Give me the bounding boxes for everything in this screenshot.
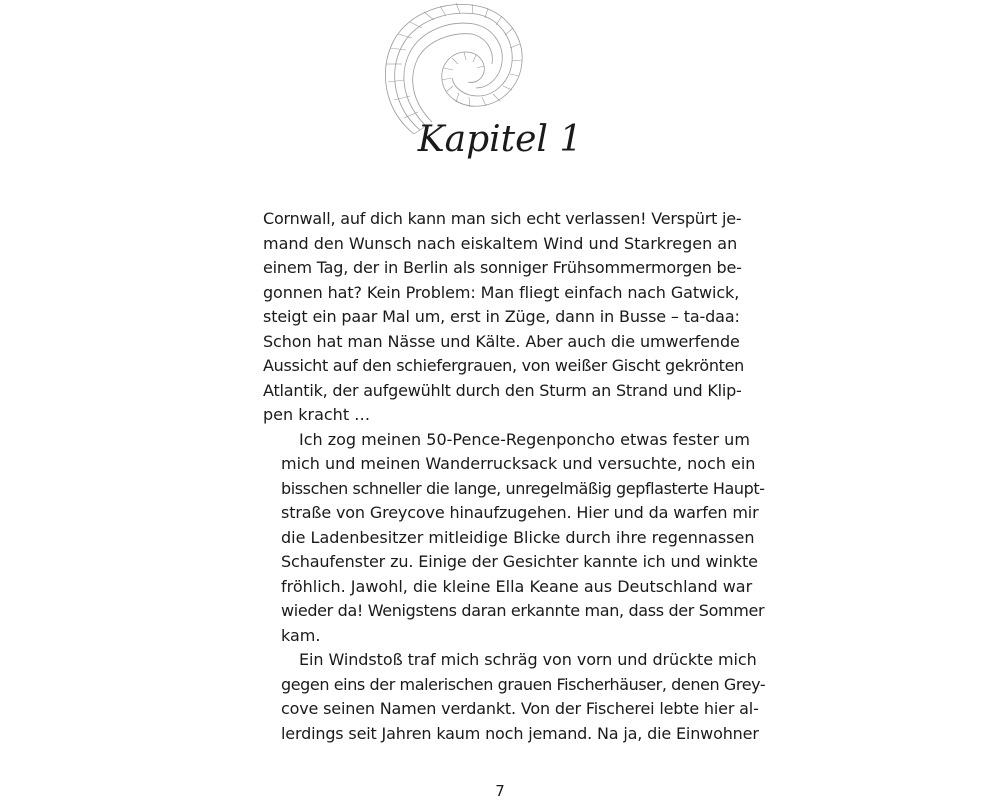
page-number: 7 xyxy=(495,782,505,800)
text-line: gegen eins der malerischen grauen Fischerhäuser, denen Grey- xyxy=(281,674,766,694)
body-text xyxy=(263,207,766,746)
text-line: die Ladenbesitzer mitleidige Blicke durch ihre regennassen xyxy=(281,527,755,547)
text-line: pen kracht … xyxy=(263,405,371,424)
paragraph-3 xyxy=(263,648,766,746)
text-line: mand den Wunsch nach eiskaltem Wind und Starkregen an xyxy=(263,233,738,253)
text-line: fröhlich. Jawohl, die kleine Ella Keane aus Deutschland war xyxy=(281,576,753,596)
text-line: mich und meinen Wanderrucksack und versuchte, noch ein xyxy=(281,454,756,473)
text-line: Ich zog meinen 50-Pence-Regenponcho etwas fester um xyxy=(299,429,750,449)
text-line: Ein Windstoß traf mich schräg von vorn und drückte mich xyxy=(299,650,757,669)
text-line: kam. xyxy=(281,625,321,645)
text-line: Schon hat man Nässe und Kälte. Aber auch die umwerfende xyxy=(263,331,740,351)
text-line: einem Tag, der in Berlin als sonniger Frühsommermorgen be- xyxy=(263,258,742,277)
text-line: steigt ein paar Mal um, erst in Züge, dann in Busse – ta-daa: xyxy=(263,307,740,326)
text-line: Aussicht auf den schiefergrauen, von weißer Gischt gekrönten xyxy=(263,356,745,375)
text-line: Atlantik, der aufgewühlt durch den Sturm an Strand und Klip- xyxy=(263,380,742,400)
text-line: Cornwall, auf dich kann man sich echt verlassen! Verspürt je- xyxy=(263,209,742,228)
text-line: cove seinen Namen verdankt. Von der Fischerei lebte hier al- xyxy=(281,699,759,718)
text-line: bisschen schneller die lange, unregelmäßig gepflasterte Haupt- xyxy=(281,478,765,498)
text-line: gonnen hat? Kein Problem: Man fliegt einfach nach Gatwick, xyxy=(263,282,740,302)
chapter-title: Kapitel 1 xyxy=(417,119,583,160)
paragraph-1 xyxy=(263,207,745,428)
text-line: Schaufenster zu. Einige der Gesichter kannte ich und winkte xyxy=(281,552,758,571)
paragraph-2 xyxy=(263,428,765,649)
text-line: lerdings seit Jahren kaum noch jemand. Na ja, die Einwohner xyxy=(281,723,759,743)
text-line: straße von Greycove hinaufzugehen. Hier und da warfen mir xyxy=(281,503,759,522)
text-line: wieder da! Wenigstens daran erkannte man, dass der Sommer xyxy=(281,601,765,620)
